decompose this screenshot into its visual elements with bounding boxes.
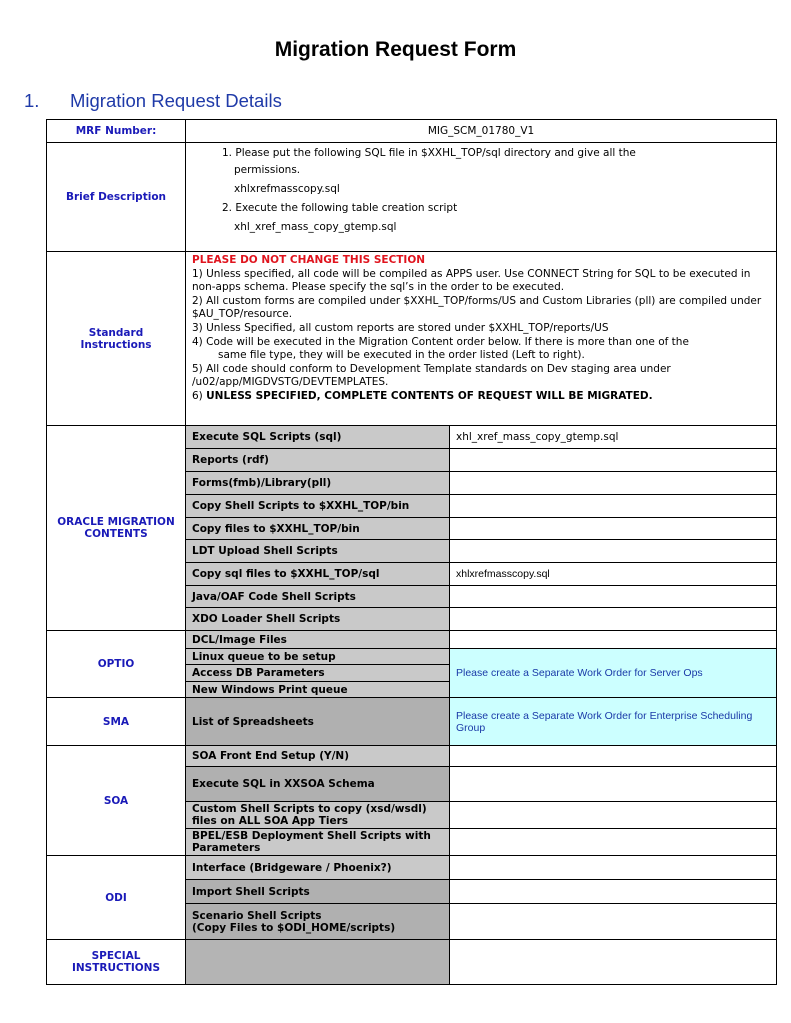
soa-row-label: Custom Shell Scripts to copy (xsd/wsdl) files on ALL SOA App Tiers [186,802,450,829]
odi-row-value[interactable] [450,904,777,940]
instruction-3: 3) Unless Specified, all custom reports are stored under $XXHL_TOP/reports/US [192,321,609,334]
standard-instructions-text [186,252,777,426]
do-not-change-warning: PLEASE DO NOT CHANGE THIS SECTION [192,254,426,266]
soa-row-value[interactable] [450,767,777,802]
instruction-4a: 4) Code will be executed in the Migration Content order below. If there is more than one of the [192,335,689,348]
mrf-number-value[interactable]: MIG_SCM_01780_V1 [186,120,777,143]
oracle-row-label: Execute SQL Scripts (sql) [186,426,450,449]
brief-line-2: 2. Execute the following table creation script [222,202,458,214]
oracle-row-value[interactable] [450,608,777,631]
standard-label-line2: Instructions [80,338,152,351]
oracle-row-label: LDT Upload Shell Scripts [186,540,450,563]
oracle-row-value[interactable] [450,586,777,608]
oracle-label-line2: CONTENTS [84,528,148,540]
section-heading [24,90,282,112]
optio-row-label: Linux queue to be setup [186,649,450,665]
section-title: Migration Request Details [70,90,282,111]
standard-instructions-label [47,252,186,426]
sma-label: SMA [47,698,186,746]
special-instructions-value[interactable] [450,940,777,985]
soa-row-value[interactable] [450,746,777,767]
oracle-label-line1: ORACLE MIGRATION [57,516,175,528]
special-label-line1: SPECIAL [91,950,141,962]
brief-description-label: Brief Description [47,143,186,252]
standard-label-line1: Standard [88,326,144,339]
sma-scheduling-note: Please create a Separate Work Order for Enterprise Scheduling Group [450,698,777,746]
brief-line-1: 1. Please put the following SQL file in $XXHL_TOP/sql directory and give all the [222,147,636,159]
odi-row-value[interactable] [450,856,777,880]
oracle-migration-label [47,426,186,631]
instruction-6-bold: UNLESS SPECIFIED, COMPLETE CONTENTS OF REQUEST WILL BE MIGRATED. [206,389,653,402]
instruction-6-prefix: 6) [192,389,207,402]
instruction-4b: same file type, they will be executed in the order listed (Left to right). [218,349,585,362]
instruction-6 [192,390,770,404]
brief-description-value[interactable] [186,143,777,252]
oracle-row-value[interactable] [450,472,777,495]
soa-label: SOA [47,746,186,856]
oracle-row-label: Forms(fmb)/Library(pll) [186,472,450,495]
soa-row-label: SOA Front End Setup (Y/N) [186,746,450,767]
special-label-line2: INSTRUCTIONS [71,962,161,974]
optio-row-label: Access DB Parameters [186,665,450,682]
odi-row-value[interactable] [450,880,777,904]
brief-line-1c: xhlxrefmasscopy.sql [234,183,340,195]
oracle-row-label: XDO Loader Shell Scripts [186,608,450,631]
soa-row-label: Execute SQL in XXSOA Schema [186,767,450,802]
optio-row-value[interactable] [450,631,777,649]
oracle-row-label: Copy Shell Scripts to $XXHL_TOP/bin [186,495,450,518]
optio-row-label: New Windows Print queue [186,682,450,698]
oracle-row-value[interactable] [450,540,777,563]
section-number: 1. [24,90,40,111]
special-instructions-gray-cell [186,940,450,985]
form-title: Migration Request Form [274,38,517,61]
brief-line-2b: xhl_xref_mass_copy_gtemp.sql [234,221,397,233]
oracle-row-value[interactable] [450,449,777,472]
instruction-1: 1) Unless specified, all code will be compiled as APPS user. Use CONNECT String for SQL to be executed in non-apps schema. Please specify the sql’s in the order to be executed. [192,267,751,294]
instruction-5: 5) All code should conform to Development Template standards on Dev staging area under /u02/app/MIGDVSTG/DEVTEMPLATES. [192,362,671,389]
oracle-row-value[interactable] [450,518,777,540]
soa-row-value[interactable] [450,829,777,856]
odi-row-label: Import Shell Scripts [186,880,450,904]
oracle-row-label: Copy sql files to $XXHL_TOP/sql [186,563,450,586]
sma-row-label: List of Spreadsheets [186,698,450,746]
odi-row-label: Interface (Bridgeware / Phoenix?) [186,856,450,880]
optio-row-label: DCL/Image Files [186,631,450,649]
oracle-row-value[interactable]: xhl_xref_mass_copy_gtemp.sql [450,426,777,449]
migration-request-table [46,119,777,985]
optio-label: OPTIO [47,631,186,698]
oracle-row-label: Copy files to $XXHL_TOP/bin [186,518,450,540]
mrf-number-label: MRF Number: [47,120,186,143]
optio-server-ops-note: Please create a Separate Work Order for Server Ops [450,649,777,698]
oracle-row-label: Reports (rdf) [186,449,450,472]
oracle-row-value[interactable] [450,495,777,518]
brief-line-1b: permissions. [234,164,301,176]
soa-row-label: BPEL/ESB Deployment Shell Scripts with Parameters [186,829,450,856]
odi-label: ODI [47,856,186,940]
soa-row-value[interactable] [450,802,777,829]
oracle-row-label: Java/OAF Code Shell Scripts [186,586,450,608]
special-instructions-label [47,940,186,985]
instruction-2: 2) All custom forms are compiled under $XXHL_TOP/forms/US and Custom Libraries (pll) are compiled under $AU_TOP/resource. [192,294,762,321]
oracle-row-value[interactable]: xhlxrefmasscopy.sql [450,563,777,586]
odi-row-label: Scenario Shell Scripts (Copy Files to $ODI_HOME/scripts) [186,904,450,940]
